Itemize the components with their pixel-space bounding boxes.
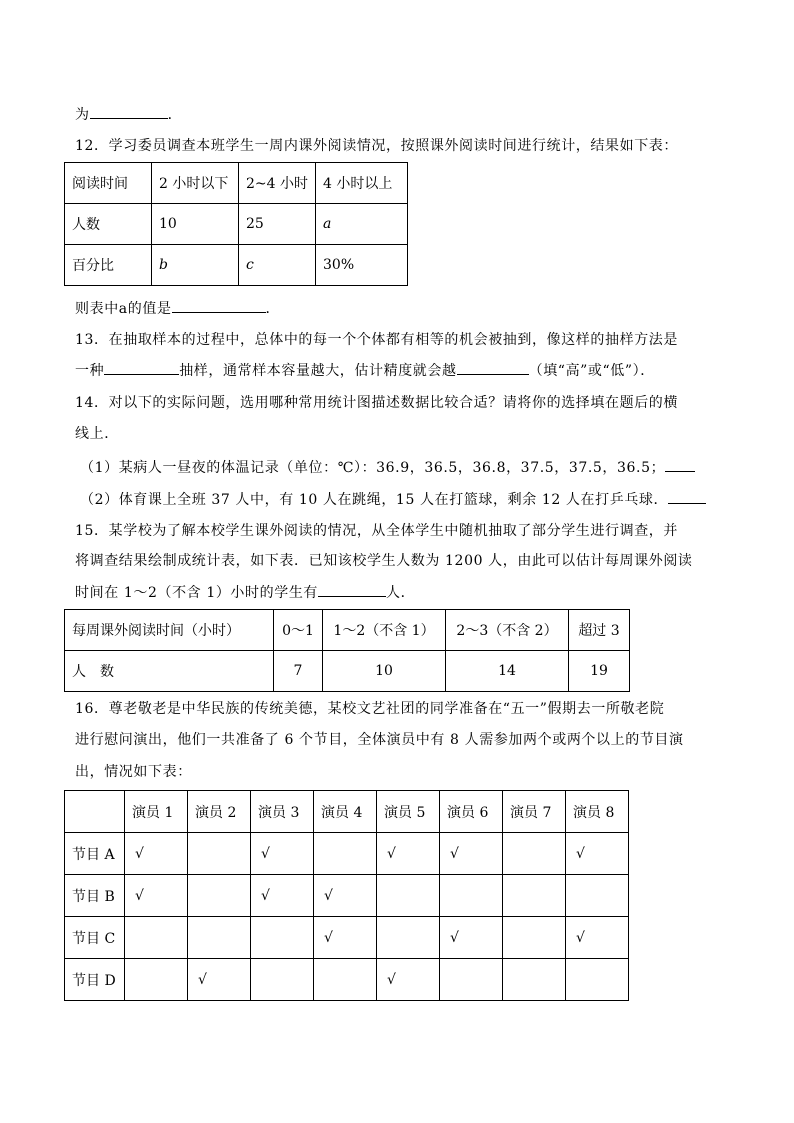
answer-blank[interactable]: [665, 457, 695, 472]
table-header: 演员 5: [377, 791, 440, 833]
q16-line2: 进行慰问演出，他们一共准备了 6 个节目，全体演员中有 8 人需参加两个或两个以上的节目演: [75, 732, 684, 748]
table-cell: √: [314, 875, 377, 917]
table-cell: [188, 875, 251, 917]
intro-line: 为 ．: [75, 104, 182, 125]
table-header: 2～3（不含 2）: [446, 610, 569, 651]
table-cell: 节目 A: [65, 833, 125, 875]
table-cell: [440, 875, 503, 917]
table-cell: 25: [239, 204, 316, 245]
q14-line2: 线上．: [75, 426, 119, 442]
table-cell: √: [566, 917, 629, 959]
table-cell: √: [251, 833, 314, 875]
table-cell: b: [152, 245, 239, 286]
q14-line1: 14．对以下的实际问题，选用哪种常用统计图描述数据比较合适？请将你的选择填在题后的横: [75, 395, 679, 411]
table-row: [65, 651, 630, 692]
table-cell: 节目 C: [65, 917, 125, 959]
table-cell: [125, 917, 188, 959]
table-header: [65, 791, 125, 833]
table-cell: [377, 875, 440, 917]
table-cell: [251, 917, 314, 959]
table-cell: [314, 959, 377, 1001]
table-cell: [566, 959, 629, 1001]
table-row: [65, 875, 629, 917]
table-cell: [251, 959, 314, 1001]
table-cell: √: [377, 959, 440, 1001]
table-cell: [503, 833, 566, 875]
answer-blank[interactable]: [457, 360, 529, 375]
table-cell: [314, 833, 377, 875]
table-header: 演员 7: [503, 791, 566, 833]
table-cell: [377, 917, 440, 959]
q16-line3: 出，情况如下表：: [75, 764, 192, 780]
table-row: [65, 959, 629, 1001]
table-header: 阅读时间: [65, 163, 152, 204]
table-cell: 10: [152, 204, 239, 245]
table-cell: [566, 875, 629, 917]
table-header: 演员 8: [566, 791, 629, 833]
table-cell: [503, 917, 566, 959]
q16-line1: 16．尊老敬老是中华民族的传统美德，某校文艺社团的同学准备在“五一”假期去一所敬老院: [75, 701, 665, 717]
q12-answer-line: 则表中a的值是 ．: [75, 298, 280, 319]
q14-item1: （1）某病人一昼夜的体温记录（单位：℃）：36.9，36.5，36.8，37.5，37.5，36.5；: [80, 457, 695, 478]
table-cell: √: [251, 875, 314, 917]
table-cell: √: [566, 833, 629, 875]
q15-table: [64, 609, 630, 692]
table-header: 0～1: [274, 610, 323, 651]
answer-blank[interactable]: [318, 582, 386, 597]
table-cell: 人数: [65, 204, 152, 245]
q16-table: [64, 790, 629, 1001]
table-header: 1～2（不含 1）: [323, 610, 446, 651]
table-header: 每周课外阅读时间（小时）: [65, 610, 274, 651]
table-cell: √: [440, 917, 503, 959]
table-row: [65, 610, 630, 651]
table-cell: 10: [323, 651, 446, 692]
table-row: [65, 791, 629, 833]
table-cell: √: [125, 833, 188, 875]
table-header: 4 小时以上: [316, 163, 408, 204]
answer-blank[interactable]: [104, 360, 179, 375]
table-cell: 节目 B: [65, 875, 125, 917]
table-cell: [188, 833, 251, 875]
table-cell: [188, 917, 251, 959]
table-cell: [503, 875, 566, 917]
q15-line1: 15．某学校为了解本校学生课外阅读的情况，从全体学生中随机抽取了部分学生进行调查，并: [75, 523, 679, 539]
table-cell: 30%: [316, 245, 408, 286]
answer-blank[interactable]: [668, 489, 706, 504]
table-cell: 人 数: [65, 651, 274, 692]
q12-text: 12．学习委员调查本班学生一周内课外阅读情况，按照课外阅读时间进行统计，结果如下表：: [75, 138, 679, 154]
table-cell: 19: [569, 651, 630, 692]
table-cell: √: [440, 833, 503, 875]
q12-table: [64, 162, 408, 286]
q14-item2: （2）体育课上全班 37 人中，有 10 人在跳绳，15 人在打篮球，剩余 12 人在打乒乓球．: [80, 489, 706, 510]
q13-line2: 一种 抽样，通常样本容量越大，估计精度就会越 （填“高”或“低”）．: [75, 360, 655, 381]
table-cell: √: [314, 917, 377, 959]
table-row: [65, 833, 629, 875]
table-cell: c: [239, 245, 316, 286]
table-header: 演员 1: [125, 791, 188, 833]
q15-line2: 将调查结果绘制成统计表，如下表．已知该校学生人数为 1200 人，由此可以估计每周课外阅读: [75, 553, 693, 569]
answer-blank[interactable]: [172, 298, 266, 313]
q15-line3: 时间在 1～2（不含 1）小时的学生有 人．: [75, 582, 415, 603]
table-row: [65, 163, 408, 204]
table-cell: [440, 959, 503, 1001]
table-header: 演员 3: [251, 791, 314, 833]
table-header: 2 小时以下: [152, 163, 239, 204]
table-header: 演员 2: [188, 791, 251, 833]
table-row: [65, 204, 408, 245]
table-cell: 14: [446, 651, 569, 692]
answer-blank[interactable]: [90, 104, 168, 119]
table-cell: 7: [274, 651, 323, 692]
table-cell: [125, 959, 188, 1001]
table-row: [65, 245, 408, 286]
q13-line1: 13．在抽取样本的过程中，总体中的每一个个体都有相等的机会被抽到，像这样的抽样方法是: [75, 332, 679, 348]
table-header: 演员 4: [314, 791, 377, 833]
table-cell: √: [125, 875, 188, 917]
table-cell: 节目 D: [65, 959, 125, 1001]
table-cell: [503, 959, 566, 1001]
table-row: [65, 917, 629, 959]
table-cell: √: [188, 959, 251, 1001]
table-cell: a: [316, 204, 408, 245]
table-cell: √: [377, 833, 440, 875]
table-cell: 百分比: [65, 245, 152, 286]
table-header: 2~4 小时: [239, 163, 316, 204]
table-header: 超过 3: [569, 610, 630, 651]
table-header: 演员 6: [440, 791, 503, 833]
